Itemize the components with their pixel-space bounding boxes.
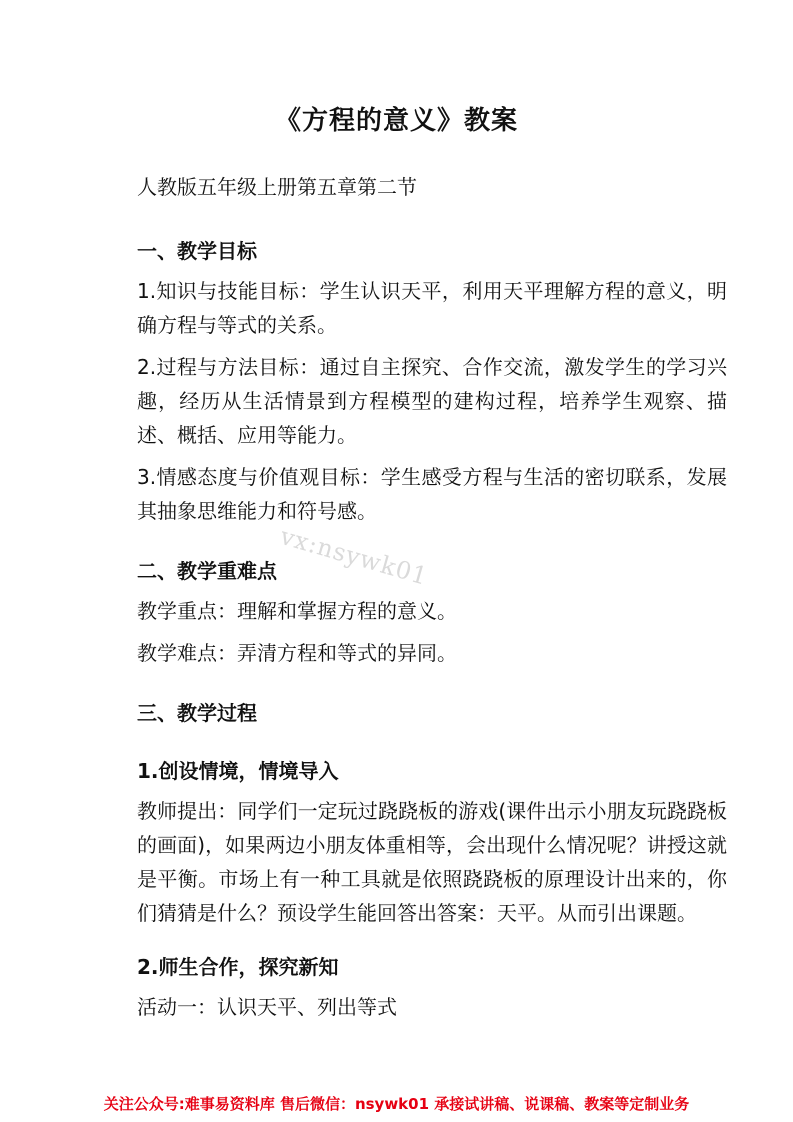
section-heading-key-points: 二、教学重难点 — [137, 559, 277, 583]
document-body — [137, 170, 727, 1032]
document-subtitle: 人教版五年级上册第五章第二节 — [137, 175, 417, 199]
process-step2-heading: 2.师生合作，探究新知 — [137, 955, 339, 979]
page-title: 《方程的意义》教案 — [274, 106, 518, 136]
key-point-focus: 教学重点：理解和掌握方程的意义。 — [137, 599, 457, 623]
process-step1-heading: 1.创设情境，情境导入 — [137, 759, 339, 783]
process-step2-text: 活动一：认识天平、列出等式 — [137, 995, 397, 1019]
section-heading-goals: 一、教学目标 — [137, 239, 257, 263]
goal-item-1: 1.知识与技能目标：学生认识天平，利用天平理解方程的意义，明确方程与等式的关系。 — [137, 279, 727, 337]
footer-banner: 关注公众号:难事易资料库 售后微信：nsywk01 承接试讲稿、说课稿、教案等定制业务 — [103, 1095, 690, 1113]
process-step1-text: 教师提出：同学们一定玩过跷跷板的游戏(课件出示小朋友玩跷跷板的画面)，如果两边小朋友体重相等，会出现什么情况呢？讲授这就是平衡。市场上有一种工具就是依照跷跷板的原理设计出来的，你们猜猜是什么？预设学生能回答出答案：天平。从而引出课题。 — [137, 799, 727, 925]
section-heading-process: 三、教学过程 — [137, 701, 257, 725]
key-point-difficulty: 教学难点：弄清方程和等式的异同。 — [137, 641, 457, 665]
goal-item-2: 2.过程与方法目标：通过自主探究、合作交流，激发学生的学习兴趣，经历从生活情景到方程模型的建构过程，培养学生观察、描述、概括、应用等能力。 — [137, 355, 727, 447]
watermark-text: vx:nsywk01 — [277, 522, 432, 591]
goal-item-3: 3.情感态度与价值观目标：学生感受方程与生活的密切联系，发展其抽象思维能力和符号感。 — [137, 465, 727, 523]
